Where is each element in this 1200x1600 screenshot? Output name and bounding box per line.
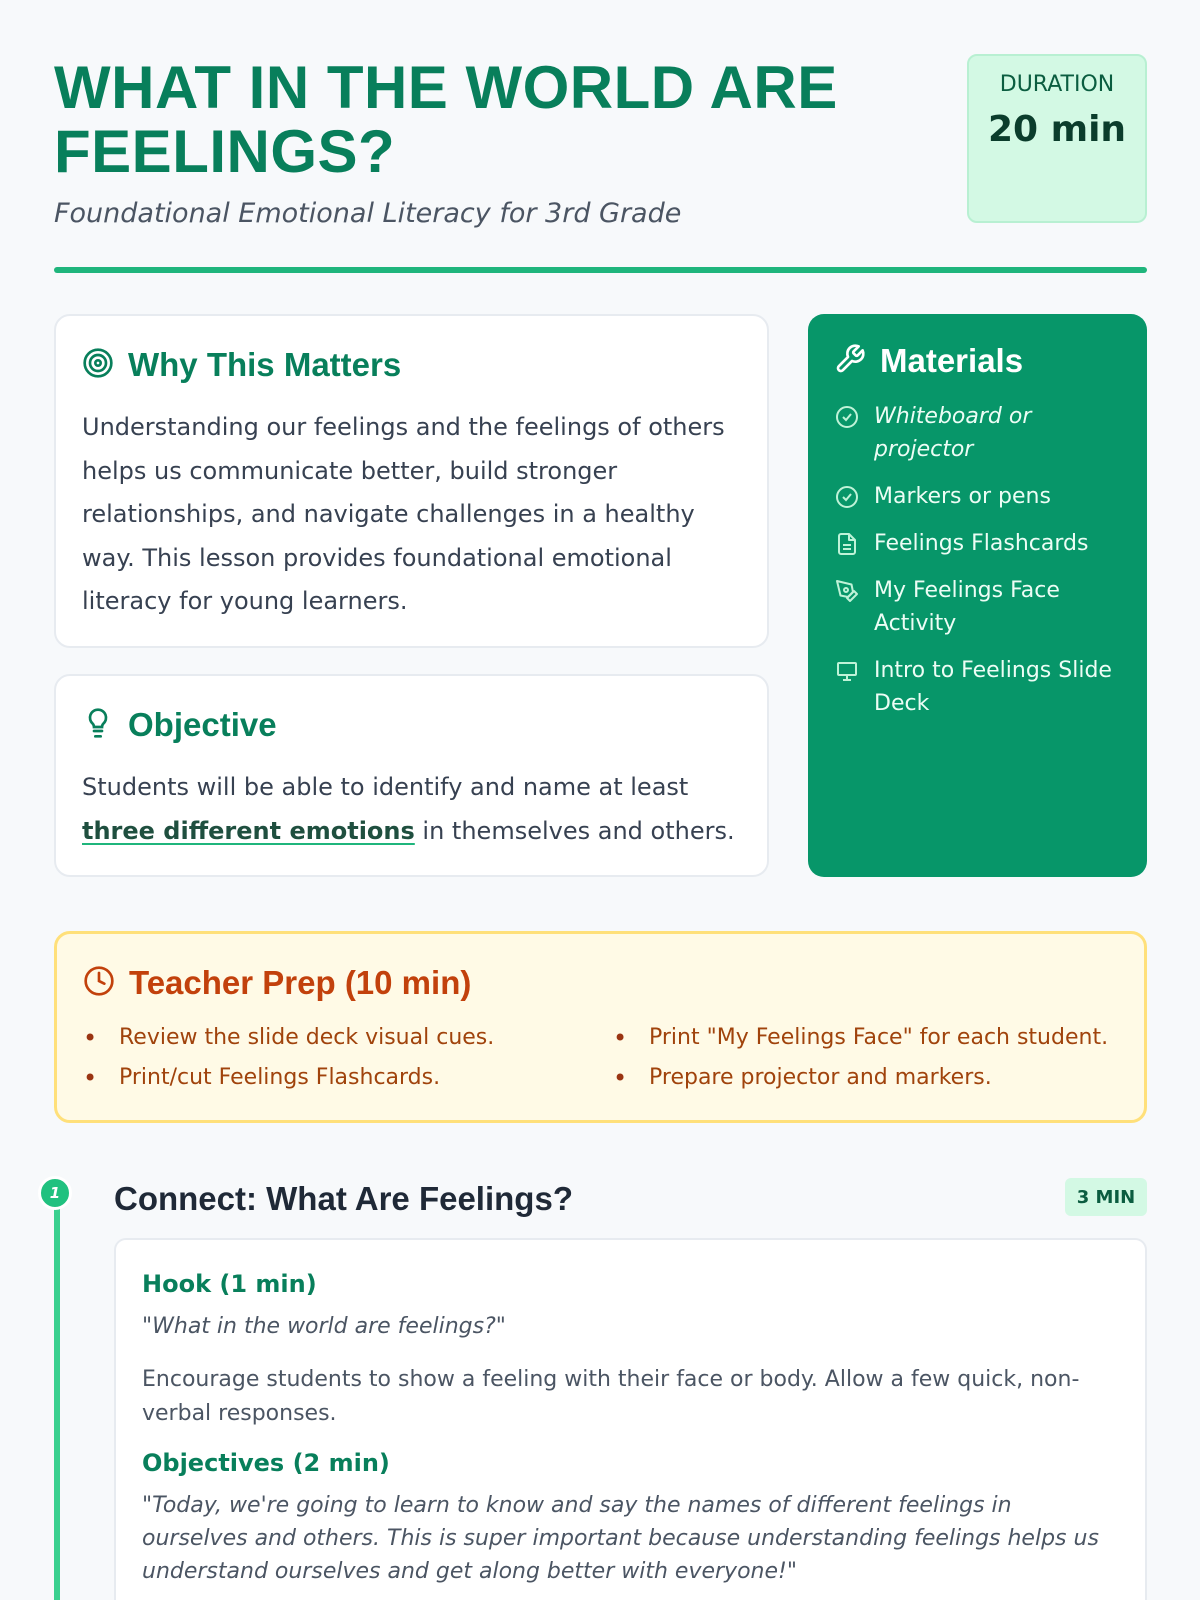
materials-item-label: Intro to Feelings Slide Deck [874, 658, 1112, 716]
step-title: Connect: What Are Feelings? [114, 1180, 573, 1217]
check-circle-icon [834, 400, 860, 433]
objective-highlight: three different emotions [82, 816, 415, 845]
teacher-prep-list [83, 1018, 1118, 1098]
why-this-matters-card [54, 314, 769, 648]
prep-item: • Prepare projector and markers. [613, 1058, 1113, 1098]
lesson-plan-page [49, 0, 1147, 1600]
hook-title: Hook (1 min) [142, 1270, 317, 1298]
clock-icon [83, 965, 115, 1001]
page-subtitle: Foundational Emotional Literacy for 3rd Grade [54, 198, 682, 229]
materials-item [834, 400, 1121, 466]
prep-item: • Print/cut Feelings Flashcards. [83, 1058, 613, 1098]
hook-quote: "What in the world are feelings?" [142, 1314, 506, 1339]
materials-item-label: My Feelings Face Activity [874, 578, 1060, 636]
timeline-line [54, 1190, 60, 1600]
materials-item [834, 527, 1121, 560]
wrench-icon [834, 343, 866, 379]
pen-tool-icon [834, 574, 860, 607]
prep-item: • Print "My Feelings Face" for each student. [613, 1018, 1113, 1058]
header-divider [54, 267, 1147, 273]
materials-card [808, 314, 1147, 877]
materials-item [834, 574, 1121, 640]
target-icon [82, 347, 114, 383]
materials-item-label: Whiteboard or projector [874, 404, 1032, 462]
materials-item-label: Feelings Flashcards [874, 531, 1089, 556]
objective-title: Objective [128, 706, 277, 743]
materials-list [834, 400, 1121, 720]
step-number-marker: 1 [38, 1176, 72, 1210]
materials-item [834, 480, 1121, 513]
objective-text [82, 766, 741, 853]
why-title: Why This Matters [128, 346, 402, 383]
objectives-section-title: Objectives (2 min) [142, 1449, 390, 1477]
presentation-icon [834, 654, 860, 687]
step-card [114, 1238, 1147, 1600]
document-icon [834, 527, 860, 560]
prep-item: • Review the slide deck visual cues. [83, 1018, 613, 1058]
check-circle-icon [834, 480, 860, 513]
lightbulb-icon [82, 707, 114, 743]
materials-item-label: Markers or pens [874, 484, 1051, 509]
materials-title: Materials [880, 342, 1024, 379]
duration-box [967, 54, 1147, 223]
objective-card [54, 674, 769, 877]
teacher-prep-title: Teacher Prep (10 min) [129, 964, 472, 1001]
duration-value: 20 min [987, 109, 1127, 150]
duration-label: DURATION [999, 72, 1115, 97]
step-duration-badge: 3 MIN [1065, 1178, 1147, 1216]
objective-text-start: Students will be able to identify and name at least [82, 773, 689, 801]
materials-item [834, 654, 1121, 720]
teacher-prep-card [54, 931, 1147, 1123]
why-text: Understanding our feelings and the feelings of others helps us communicate better, build stronger relationships, and navigate challenges in a healthy way. This lesson provides foundational emotional literacy for young learners. [82, 413, 725, 615]
page-title: WHAT IN THE WORLD ARE FEELINGS? [54, 54, 838, 185]
objective-text-end: in themselves and others. [414, 816, 735, 845]
objectives-quote: "Today, we're going to learn to know and say the names of different feelings in ourselves and others. This is super important because understanding feelings helps us understand ourselves and get along better with everyone!" [142, 1493, 1099, 1584]
hook-note: Encourage students to show a feeling with their face or body. Allow a few quick, non-verbal responses. [142, 1367, 1080, 1426]
